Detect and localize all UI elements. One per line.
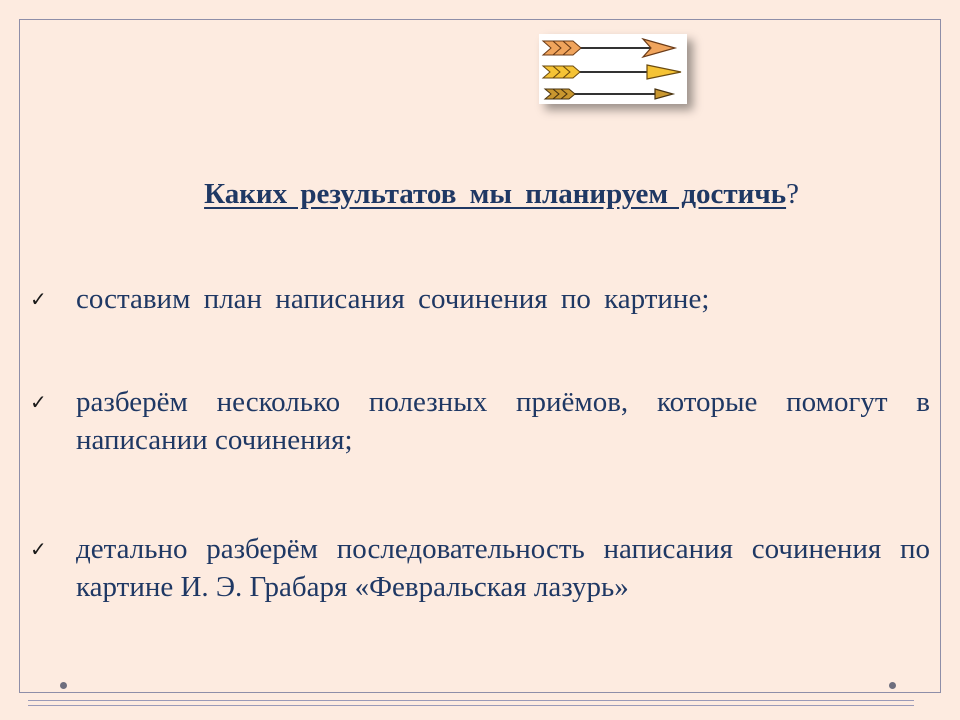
frame-dot-right xyxy=(889,682,896,689)
goal-text: детально разберём последовательность написания сочинения по картине И. Э. Грабаря «Февральская лазурь» xyxy=(76,533,930,603)
arrows-picture xyxy=(539,34,687,104)
goal-text: составим план написания сочинения по картине; xyxy=(76,283,710,315)
heading-question-mark: ? xyxy=(786,178,799,210)
bottom-rule xyxy=(28,700,914,701)
list-item xyxy=(30,383,930,459)
arrow-top xyxy=(543,39,675,57)
bottom-rule xyxy=(28,705,914,706)
list-item xyxy=(30,280,930,318)
three-arrows-icon xyxy=(539,34,687,104)
checkmark-icon: ✓ xyxy=(30,390,47,414)
list-item xyxy=(30,530,930,606)
goal-text: разберём несколько полезных приёмов, которые помогут в написании сочинения; xyxy=(76,386,930,456)
checkmark-icon: ✓ xyxy=(30,287,47,311)
frame-dot-left xyxy=(60,682,67,689)
heading-text: Каких результатов мы планируем достичь xyxy=(204,178,787,210)
slide-heading xyxy=(0,175,960,213)
arrow-bottom xyxy=(545,89,673,99)
arrow-middle xyxy=(543,65,681,79)
checkmark-icon: ✓ xyxy=(30,537,47,561)
